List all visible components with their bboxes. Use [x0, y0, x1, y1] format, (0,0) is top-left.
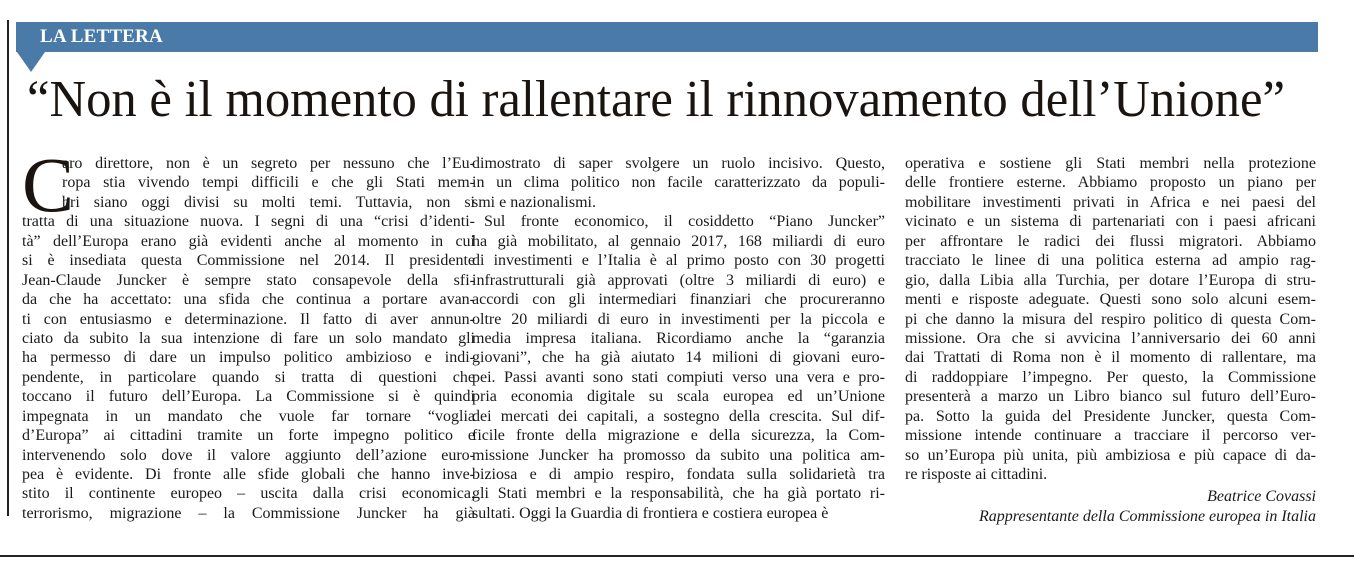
article-line: di raddoppiare l’impegno. Per questo, la Commissione	[905, 368, 1316, 386]
article-line: pendente, in particolare quando si tratta di questioni che	[22, 368, 475, 386]
article-line: biziosa e di ampio respiro, fondata sulla solidarietà tra	[472, 466, 885, 483]
article-line: ti con entusiasmo e determinazione. Il fatto di aver annun-	[22, 310, 475, 328]
article-line: pria economia digitale su scala europea ed un’Unione	[472, 388, 885, 406]
article-line: tracciato le linee di una politica esterna ad ampio rag-	[905, 252, 1316, 270]
article-line: oltre 20 miliardi di euro in investimenti per la piccola e	[472, 310, 885, 328]
article-line: giovani”, che ha già aiutato 14 milioni di giovani euro-	[472, 349, 885, 367]
article-line: dei mercati dei capitali, a sostegno della crescita. Sul dif-	[472, 407, 885, 425]
article-line: pei. Passi avanti sono stati compiuti verso una vera e pro-	[472, 368, 885, 386]
article-line: dimostrato di saper svolgere un ruolo incisivo. Questo,	[472, 155, 885, 172]
article-line: d’Europa” ai cittadini tramite un forte impegno politico e	[22, 427, 475, 445]
article-line: intervenendo solo dove il valore aggiunto dell’azione euro-	[22, 446, 475, 464]
article-line: gio, dalla Libia alla Turchia, per dotare l’Europa di stru-	[905, 271, 1316, 289]
article-line: infrastrutturali già approvati (oltre 3 miliardi di euro) e	[472, 271, 885, 289]
section-kicker: LA LETTERA	[40, 26, 163, 47]
drop-cap: C	[22, 141, 75, 228]
article-line: missione. Ora che si avvicina l’anniversario dei 60 anni	[905, 329, 1316, 347]
article-line: ha già mobilitato, al gennaio 2017, 168 miliardi di euro	[472, 232, 885, 250]
article-line: vicinato e un sistema di partenariati con i paesi africani	[905, 213, 1316, 231]
article-line: presenterà a marzo un Libro bianco sul futuro dell’Euro-	[905, 388, 1316, 406]
headline: “Non è il momento di rallentare il rinnovamento dell’Unione”	[27, 71, 1285, 128]
article-line: aro direttore, non è un segreto per nessuno che l’Eu-	[62, 155, 475, 172]
article-line: da che ha accettato: una sfida che continua a portare avan-	[22, 291, 475, 309]
article-line: impegnata in un mandato che vuole far tornare “voglia	[22, 407, 475, 425]
article-line: pea è evidente. Di fronte alle sfide globali che hanno inve-	[22, 466, 475, 483]
article-line: dai Trattati di Roma non è il momento di rallentare, ma	[905, 349, 1316, 367]
signature-name: Beatrice Covassi	[1207, 488, 1316, 506]
article-line: mobilitare investimenti privati in Africa e nei paesi del	[905, 193, 1316, 211]
article-line: terrorismo, migrazione – la Commissione Juncker ha già	[22, 504, 475, 522]
article-line: re risposte ai cittadini.	[905, 466, 1048, 483]
article-line: smi e nazionalismi.	[472, 193, 596, 211]
bottom-rule	[0, 555, 1354, 557]
article-line: missione intende continuare a tracciare il percorso ver-	[905, 427, 1316, 445]
article-line: delle frontiere esterne. Abbiamo proposto un piano per	[905, 174, 1316, 192]
banner-pointer	[17, 52, 45, 72]
article-line: pi che danno la misura del respiro politico di questa Com-	[905, 310, 1316, 328]
article-line: bri siano oggi divisi su molti temi. Tuttavia, non si	[62, 193, 475, 211]
article-line: accordi con gli intermediari finanziari che procureranno	[472, 291, 885, 309]
article-line: in un clima politico non facile caratterizzato da populi-	[472, 174, 885, 192]
article-line: pa. Sotto la guida del Presidente Juncker, questa Com-	[905, 407, 1316, 425]
article-line: ficile fronte della migrazione e della sicurezza, la Com-	[472, 427, 885, 445]
signature-role: Rappresentante della Commissione europea in Italia	[979, 507, 1316, 525]
article-line: missione Juncker ha promosso da subito una politica am-	[472, 446, 885, 464]
article-line: si è insediata questa Commissione nel 2014. Il presidente	[22, 252, 475, 270]
article-line: so un’Europa più unita, più ambiziosa e più capace di da-	[905, 446, 1316, 464]
article-line: stito il continente europeo – uscita dalla crisi economica,	[22, 485, 475, 503]
article-line: tratta di una situazione nuova. I segni di una “crisi d’identi-	[22, 213, 475, 231]
article-column-2	[472, 154, 885, 523]
article-line: di investimenti e l’Italia è al primo posto con 30 progetti	[472, 252, 885, 270]
article-line: toccano il futuro dell’Europa. La Commissione si è quindi	[22, 388, 475, 406]
article-line: per affrontare le radici dei flussi migratori. Abbiamo	[905, 232, 1316, 250]
article-line: Jean-Claude Juncker è sempre stato consapevole della sfi-	[22, 271, 475, 289]
article-line: ha permesso di dare un impulso politico ambizioso e indi-	[22, 349, 475, 367]
left-column-rule	[7, 20, 9, 516]
article-line: ciato da subito la sua intenzione di fare un solo mandato gli	[22, 329, 475, 347]
article-line: gli Stati membri e la responsabilità, che ha già portato ri-	[472, 485, 885, 503]
article-line: ropa stia vivendo tempi difficili e che gli Stati mem-	[62, 174, 475, 192]
article-line: sultati. Oggi la Guardia di frontiera e costiera europea è	[472, 504, 829, 522]
article-line: Sul fronte economico, il cosiddetto “Piano Juncker”	[484, 213, 885, 231]
article-column-3	[905, 154, 1316, 526]
article-line: media impresa italiana. Ricordiamo anche la “garanzia	[472, 329, 885, 347]
article-line: operativa e sostiene gli Stati membri nella protezione	[905, 155, 1316, 172]
section-banner	[16, 22, 1318, 52]
article-line: tà” dell’Europa erano già evidenti anche al momento in cui	[22, 232, 475, 250]
article-column-1	[22, 154, 475, 523]
article-line: menti e risposte adeguate. Questi sono solo alcuni esem-	[905, 291, 1316, 309]
